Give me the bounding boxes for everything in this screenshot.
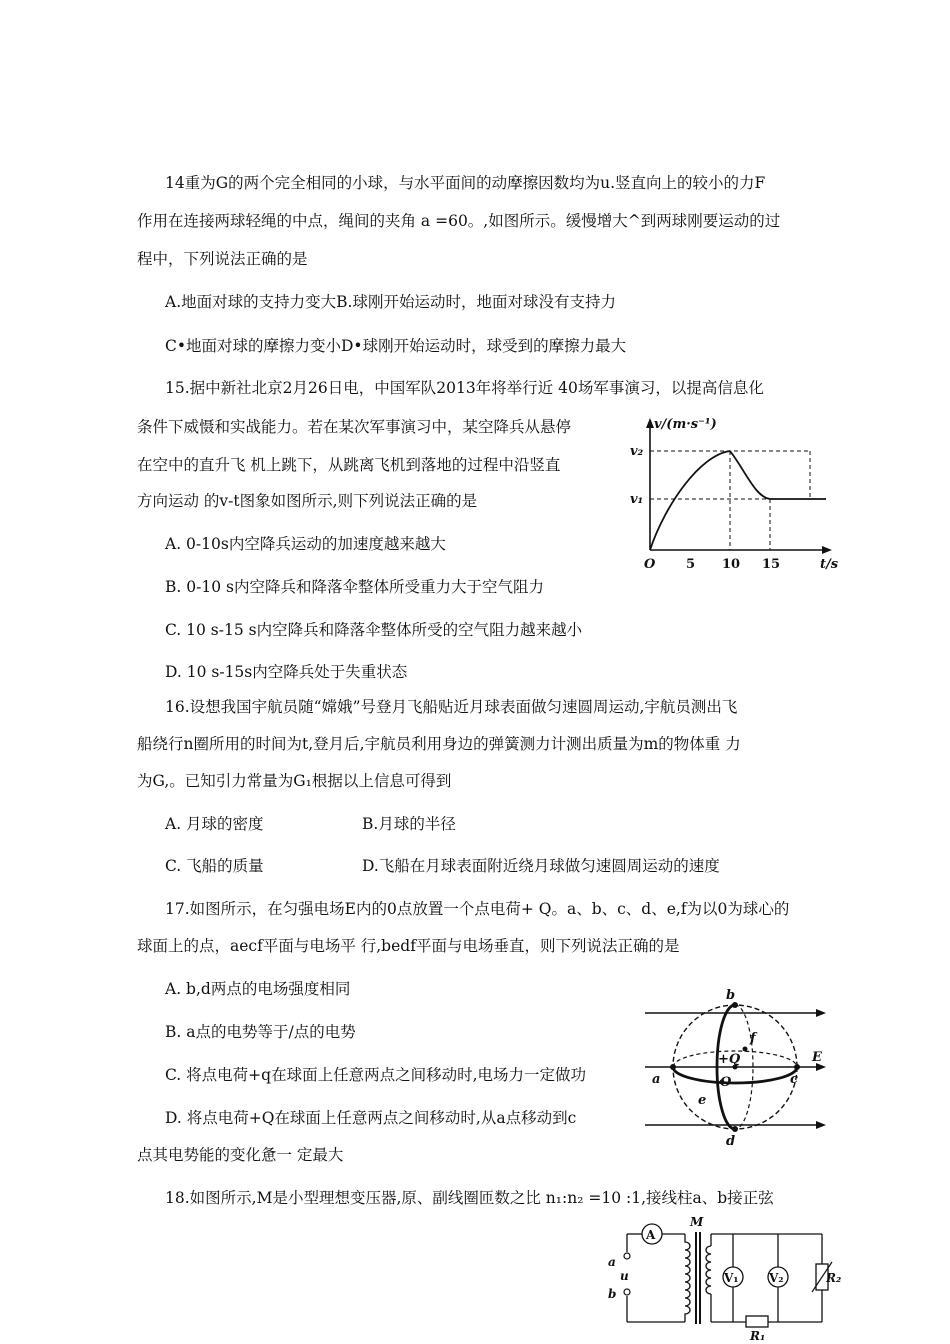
- q15-option-d: D. 10 s-15s内空降兵处于失重状态: [165, 663, 408, 681]
- graph-v2-label: v₂: [630, 444, 644, 459]
- q17-stem-line2: 球面上的点，aecf平面与电场平 行,bedf平面与电场垂直，则下列说法正确的是: [137, 937, 680, 955]
- point-d-label: d: [726, 1134, 736, 1149]
- terminal-b-label: b: [608, 1287, 617, 1301]
- q15-option-a: A. 0-10s内空降兵运动的加速度越来越大: [165, 535, 446, 553]
- q17-stem-line1: 17.如图所示，在匀强电场E内的0点放置一个点电荷+ Q。a、b、c、d、e,f为以0为球心的: [165, 900, 790, 918]
- q18-transformer-circuit: [600, 1212, 845, 1344]
- resistor-r2-label: R₂: [826, 1271, 842, 1285]
- q14-stem-line2: 作用在连接两球轻绳的中点，绳间的夹角 a =60。,如图所示。缓慢增大^到两球刚要运动的过: [137, 212, 781, 230]
- q16-option-a: A. 月球的密度: [165, 815, 264, 833]
- ammeter-label: A: [646, 1228, 656, 1242]
- point-a-label: a: [652, 1072, 661, 1087]
- charge-label: +Q: [718, 1052, 741, 1067]
- resistor-r1-label: R₁: [750, 1329, 766, 1343]
- point-e-label: e: [698, 1093, 707, 1108]
- graph-tick-10: 10: [722, 557, 741, 572]
- q16-stem-line2: 船绕行n圈所用的时间为t,登月后,宇航员利用身边的弹簧测力计测出质量为m的物体重 力: [137, 735, 741, 753]
- terminal-a-label: a: [608, 1255, 616, 1269]
- q17-field-sphere-figure: [640, 985, 840, 1150]
- voltmeter-v2-label: V₂: [769, 1271, 784, 1285]
- q14-options-ab: A.地面对球的支持力变大B.球刚开始运动时，地面对球没有支持力: [165, 293, 616, 311]
- q16-option-c: C. 飞船的质量: [165, 857, 264, 875]
- q18-stem-line1: 18.如图所示,M是小型理想变压器,原、副线圈匝数之比 n₁:n₂ =10 :1,接线柱a、b接正弦: [165, 1189, 774, 1207]
- q17-option-d-line1: D. 将点电荷+Q在球面上任意两点之间移动时,从a点移动到c: [165, 1109, 577, 1127]
- q14-options-cd: C•地面对球的摩擦力变小D•球刚开始运动时，球受到的摩擦力最大: [165, 337, 627, 355]
- point-o-label: O: [720, 1075, 732, 1090]
- voltage-u-label: u: [620, 1269, 629, 1283]
- q14-stem-line1: 14重为G的两个完全相同的小球，与水平面间的动摩擦因数均为u.竖直向上的较小的力F: [165, 174, 766, 192]
- q17-option-b: B. a点的电势等于/点的电势: [165, 1023, 356, 1041]
- transformer-m-label: M: [690, 1215, 704, 1229]
- q17-option-a: A. b,d两点的电场强度相同: [165, 980, 351, 998]
- q16-stem-line1: 16.设想我国宇航员随“嫦娥”号登月飞船贴近月球表面做匀速圆周运动,宇航员测出飞: [165, 698, 738, 716]
- graph-xlabel: t/s: [820, 557, 839, 572]
- q15-vt-graph: [620, 410, 850, 580]
- q15-stem-line1: 15.据中新社北京2月26日电，中国军队2013年将举行近 40场军事演习，以提高信息化: [165, 379, 764, 397]
- q16-option-b: B.月球的半径: [362, 815, 456, 833]
- field-e-label: E: [812, 1050, 822, 1065]
- q15-stem-line4: 方向运动 的v-t图象如图所示,则下列说法正确的是: [137, 492, 478, 510]
- q15-option-c: C. 10 s-15 s内空降兵和降落伞整体所受的空气阻力越来越小: [165, 621, 583, 639]
- q16-option-d: D.飞船在月球表面附近绕月球做匀速圆周运动的速度: [362, 857, 720, 875]
- q17-option-c: C. 将点电荷+q在球面上任意两点之间移动时,电场力一定做功: [165, 1066, 586, 1084]
- q15-option-b: B. 0-10 s内空降兵和降落伞整体所受重力大于空气阻力: [165, 578, 544, 596]
- q17-option-d-line2: 点其电势能的变化惫一 定最大: [137, 1146, 344, 1164]
- q15-stem-line2: 条件下威慑和实战能力。若在某次军事演习中，某空降兵从悬停: [137, 418, 572, 436]
- q14-stem-line3: 程中，下列说法正确的是: [137, 250, 308, 268]
- q16-stem-line3: 为G,。已知引力常量为G₁根据以上信息可得到: [137, 772, 452, 790]
- graph-origin: O: [644, 557, 656, 572]
- point-f-label: f: [750, 1031, 756, 1046]
- graph-tick-15: 15: [762, 557, 781, 572]
- graph-v1-label: v₁: [630, 492, 644, 507]
- point-c-label: c: [790, 1072, 798, 1087]
- voltmeter-v1-label: V₁: [724, 1271, 739, 1285]
- point-b-label: b: [726, 988, 736, 1003]
- graph-tick-5: 5: [686, 557, 696, 572]
- graph-ylabel: v/(m·s⁻¹): [654, 417, 717, 432]
- q15-stem-line3: 在空中的直升飞 机上跳下，从跳离飞机到落地的过程中沿竖直: [137, 456, 561, 474]
